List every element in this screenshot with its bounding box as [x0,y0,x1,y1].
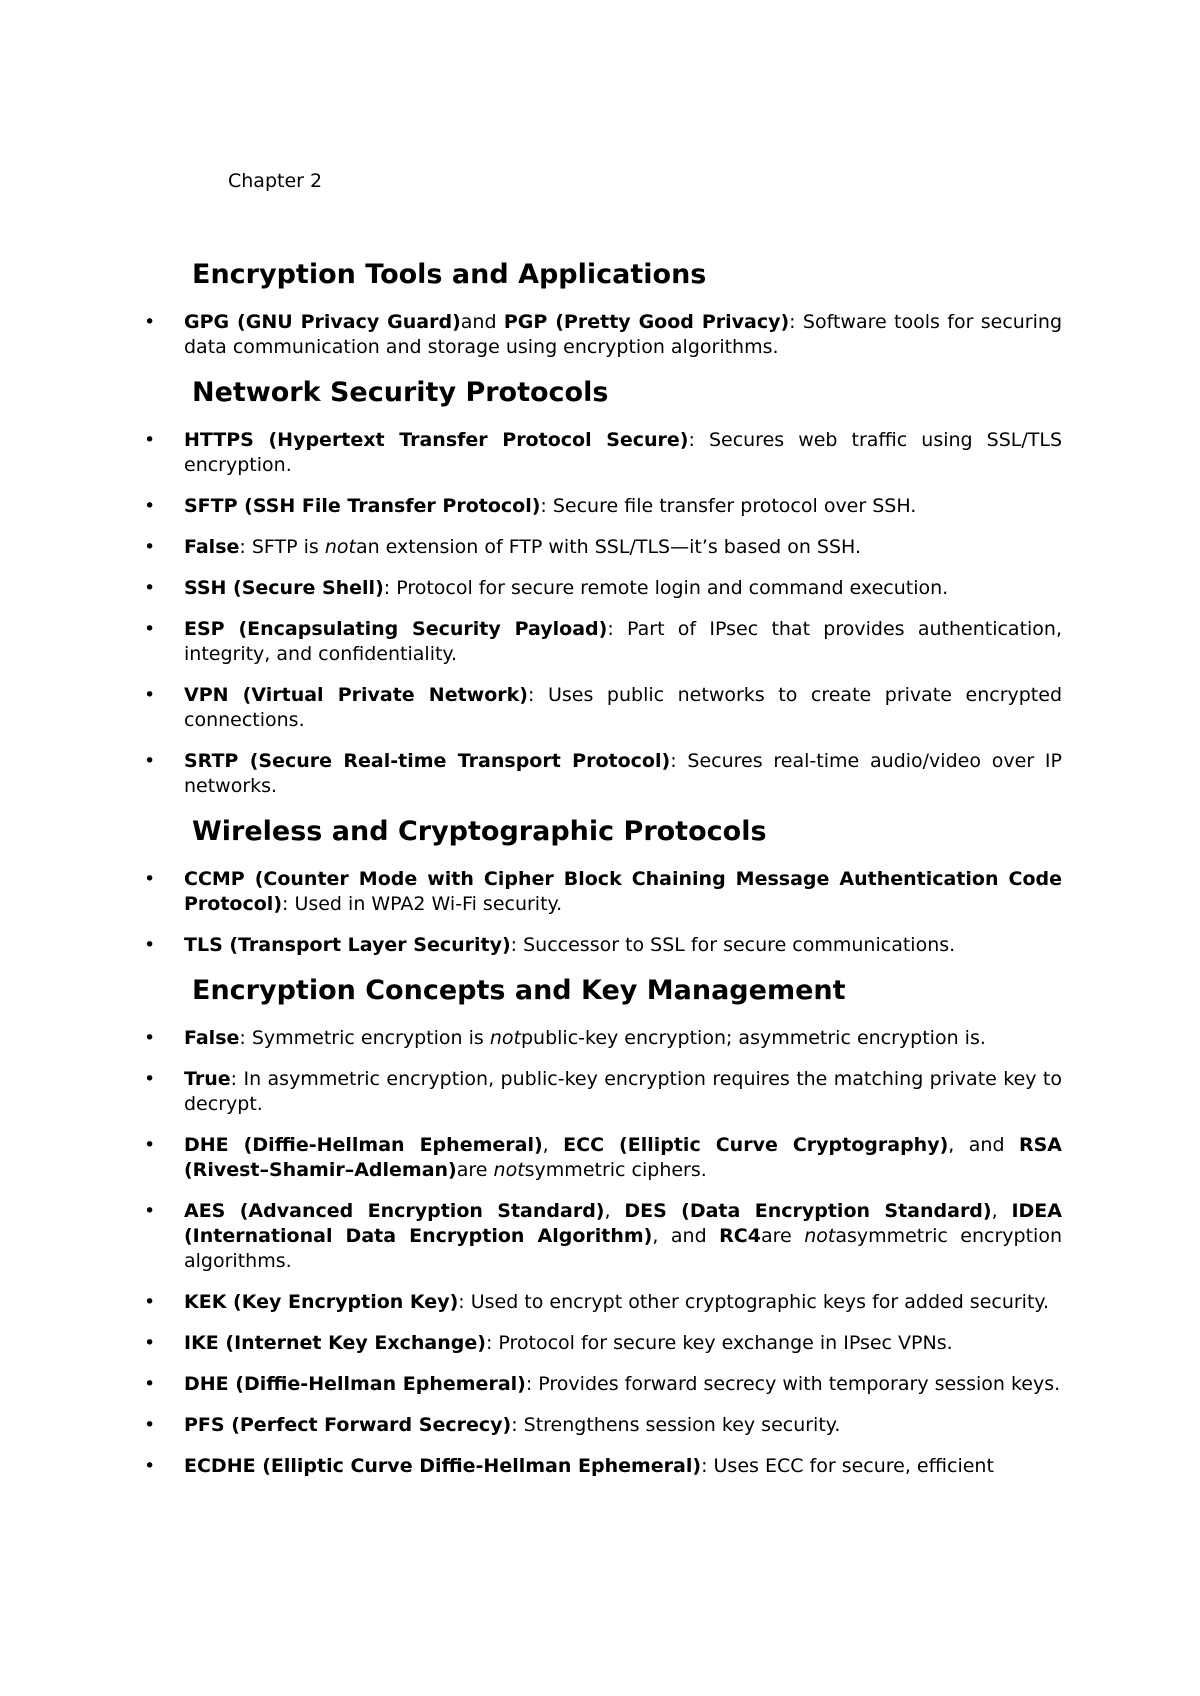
bullet-icon: • [144,1291,156,1313]
description-text: : Software tools for securing data communication and storage using encryption algorithms. [184,311,1063,358]
bullet-icon: • [144,577,156,599]
description-text: and [460,311,504,333]
term-label: DHE (Diffie-Hellman Ephemeral) [184,1373,526,1395]
term-label: TLS (Transport Layer Security) [184,934,511,956]
description-text: , and [948,1134,1019,1156]
term-label: HTTPS (Hypertext Transfer Protocol Secure) [184,429,689,451]
description-text: , and [652,1225,720,1247]
list-item [140,1133,1062,1183]
emphasis-text: not [324,536,356,558]
description-text: : Symmetric encryption is [239,1027,490,1049]
term-label: GPG (GNU Privacy Guard) [184,311,461,333]
list-item [140,1413,1062,1438]
chapter-label: Chapter 2 [228,170,323,192]
list-item [140,535,1062,560]
list-item [140,1026,1062,1051]
list-item [140,683,1062,733]
bullet-icon: • [144,1414,156,1436]
term-label: VPN (Virtual Private Network) [184,684,528,706]
list-item [140,1372,1062,1397]
term-label: False [184,536,240,558]
term-label: ESP (Encapsulating Security Payload) [184,618,608,640]
list-item [140,494,1062,519]
description-text: are [760,1225,805,1247]
bullet-icon: • [144,536,156,558]
bullet-list [140,310,1062,360]
list-item [140,933,1062,958]
description-text: , [604,1200,625,1222]
term-label: False [184,1027,240,1049]
emphasis-text: not [804,1225,836,1247]
description-text: : Uses public networks to create private encrypted connections. [184,684,1063,731]
description-text: : Successor to SSL for secure communications. [510,934,956,956]
description-text: : Secure file transfer protocol over SSH. [540,495,917,517]
term-label: True [184,1068,231,1090]
description-text: : Secures real-time audio/video over IP networks. [184,750,1062,797]
bullet-icon: • [144,429,156,451]
description-text: , [542,1134,564,1156]
bullet-icon: • [144,1068,156,1090]
bullet-icon: • [144,684,156,706]
description-text: : Protocol for secure key exchange in IPsec VPNs. [485,1332,953,1354]
list-item [140,867,1062,917]
bullet-icon: • [144,1332,156,1354]
term-label: DES (Data Encryption Standard) [624,1200,992,1222]
description-text: public-key encryption; asymmetric encryption is. [520,1027,986,1049]
list-item [140,428,1062,478]
description-text: : Strengthens session key security. [511,1414,841,1436]
description-text: : Provides forward secrecy with temporary session keys. [525,1373,1061,1395]
bullet-icon: • [144,495,156,517]
list-item [140,310,1062,360]
bullet-icon: • [144,311,156,333]
description-text: , [991,1200,1012,1222]
emphasis-text: not [489,1027,521,1049]
bullet-icon: • [144,618,156,640]
term-label: ECDHE (Elliptic Curve Diffie-Hellman Ephemeral) [184,1455,702,1477]
term-label: KEK (Key Encryption Key) [184,1291,459,1313]
term-label: RC4 [719,1225,761,1247]
section-heading: Encryption Tools and Applications [192,259,707,290]
description-text: : In asymmetric encryption, public-key encryption requires the matching private key to decrypt. [184,1068,1062,1115]
bullet-icon: • [144,750,156,772]
term-label: SRTP (Secure Real-time Transport Protocol) [184,750,671,772]
list-item [140,1331,1062,1356]
document-body [140,248,1062,1495]
description-text: symmetric ciphers. [524,1159,707,1181]
description-text: : Secures web traffic using SSL/TLS encryption. [184,429,1063,476]
list-item [140,1454,1062,1479]
list-item [140,1067,1062,1117]
term-label: SSH (Secure Shell) [184,577,384,599]
term-label: DHE (Diffie-Hellman Ephemeral) [184,1134,543,1156]
term-label: PGP (Pretty Good Privacy) [503,311,790,333]
list-item [140,576,1062,601]
description-text: an extension of FTP with SSL/TLS—it’s based on SSH. [355,536,862,558]
list-item [140,617,1062,667]
term-label: SFTP (SSH File Transfer Protocol) [184,495,541,517]
section-heading: Network Security Protocols [192,377,609,408]
list-item [140,1199,1062,1274]
term-label: CCMP (Counter Mode with Cipher Block Chaining Message Authentication Code Protocol) [184,868,1062,915]
section-heading: Wireless and Cryptographic Protocols [192,816,767,847]
term-label: ECC (Elliptic Curve Cryptography) [563,1134,949,1156]
description-text: : Protocol for secure remote login and command execution. [383,577,949,599]
bullet-list [140,428,1062,799]
bullet-icon: • [144,934,156,956]
description-text: asymmetric encryption algorithms. [184,1225,1062,1272]
list-item [140,1290,1062,1315]
term-label: IDEA (International Data Encryption Algorithm) [184,1200,1062,1247]
description-text: : Uses ECC for secure, efficient [701,1455,994,1477]
term-label: RSA (Rivest–Shamir–Adleman) [184,1134,1062,1181]
bullet-list [140,867,1062,958]
term-label: PFS (Perfect Forward Secrecy) [184,1414,512,1436]
description-text: : SFTP is [239,536,325,558]
bullet-icon: • [144,1455,156,1477]
emphasis-text: not [493,1159,525,1181]
bullet-icon: • [144,868,156,890]
description-text: : Used to encrypt other cryptographic keys for added security. [458,1291,1049,1313]
description-text: : Used in WPA2 Wi-Fi security. [282,893,563,915]
bullet-icon: • [144,1200,156,1222]
section-heading: Encryption Concepts and Key Management [192,975,846,1006]
bullet-icon: • [144,1373,156,1395]
description-text: are [456,1159,494,1181]
bullet-icon: • [144,1027,156,1049]
term-label: IKE (Internet Key Exchange) [184,1332,486,1354]
term-label: AES (Advanced Encryption Standard) [184,1200,605,1222]
bullet-icon: • [144,1134,156,1156]
list-item [140,749,1062,799]
description-text: : Part of IPsec that provides authentication, integrity, and confidentiality. [184,618,1062,665]
bullet-list [140,1026,1062,1479]
